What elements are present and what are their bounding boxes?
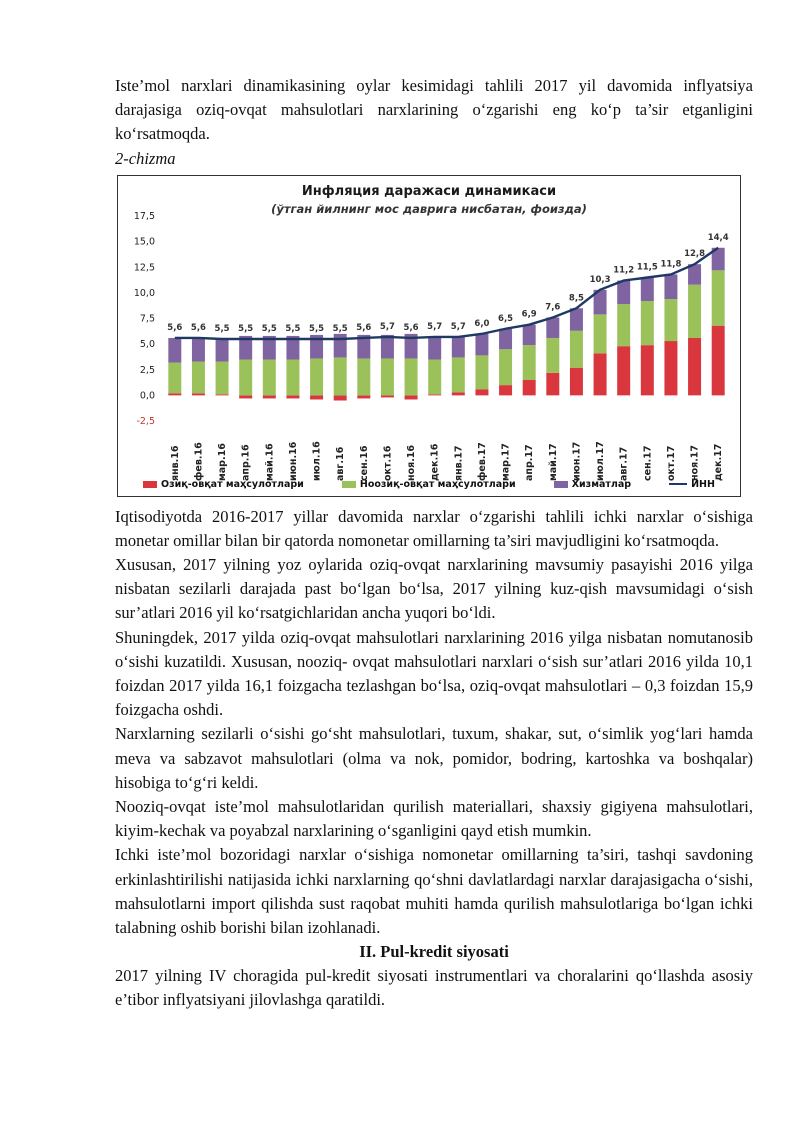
bar-segment bbox=[594, 353, 607, 395]
bar-segment bbox=[688, 284, 701, 337]
bar-segment bbox=[286, 395, 299, 398]
paragraph-1: Iqtisodiyotda 2016-2017 yillar davomida narxlar o‘zgarishi tahlili ichki narxlar o‘sishiga monetar omillar bilan bir qatorda nomonetar omillarning ta’siri mavjudligini ko‘rsatmoqda. bbox=[115, 506, 753, 550]
bar-segment bbox=[192, 393, 205, 395]
legend-item-cpi bbox=[669, 479, 715, 490]
x-tick-label: ноя.17 bbox=[689, 444, 701, 481]
data-label: 11,5 bbox=[636, 262, 658, 273]
paragraph-6: Ichki iste’mol bozoridagi narxlar o‘sishiga nomonetar omillarning ta’siri, tashqi savdoning erkinlashtirilishi natijasida ichki narxlarning qo‘shni davlatlardagi narxlar darajasigacha o‘sishi, mahsulotlarni import qilishda sust raqobat muhiti hamda qurilish mahsulotlariga bo‘lgan ichki talabning oshib borishi bilan izohlanadi. bbox=[115, 845, 753, 938]
data-label: 5,7 bbox=[427, 321, 443, 332]
x-tick-label: сен.16 bbox=[358, 445, 370, 481]
bar-segment bbox=[357, 395, 370, 398]
legend-item-services bbox=[554, 479, 631, 490]
bar-segment bbox=[688, 338, 701, 395]
x-tick-label: фев.17 bbox=[476, 441, 488, 481]
bar-segment bbox=[594, 314, 607, 353]
chart-title: Инфляция даражаси динамикаси bbox=[301, 183, 557, 199]
document-page bbox=[115, 74, 753, 1013]
data-label: 7,6 bbox=[545, 302, 561, 313]
bar-segment bbox=[381, 358, 394, 395]
data-label: 5,5 bbox=[261, 323, 277, 334]
data-label: 6,9 bbox=[521, 309, 537, 320]
data-label: 5,7 bbox=[379, 321, 395, 332]
bar-segment bbox=[546, 372, 559, 395]
bar-segment bbox=[334, 357, 347, 395]
x-tick-label: дек.16 bbox=[429, 443, 441, 481]
bar-segment bbox=[192, 361, 205, 393]
x-tick-label: авг.17 bbox=[618, 446, 630, 481]
y-tick-label: 2,5 bbox=[139, 364, 155, 376]
y-tick-label: 12,5 bbox=[133, 261, 155, 273]
data-label: 11,2 bbox=[613, 265, 635, 276]
bar-segment bbox=[216, 339, 229, 362]
data-label: 5,6 bbox=[190, 322, 206, 333]
data-label: 5,6 bbox=[356, 322, 372, 333]
bar-segment bbox=[452, 337, 465, 358]
bar-segment bbox=[334, 333, 347, 357]
bar-segment bbox=[381, 395, 394, 397]
data-label: 10,3 bbox=[589, 274, 611, 285]
bar-segment bbox=[499, 385, 512, 395]
paragraph-2: Xususan, 2017 yilning yoz oylarida oziq-ovqat narxlarining mavsumiy pasayishi 2016 yilga nisbatan sezilarli darajada past bo‘lgan bo‘lsa, 2017 yilning kuz-qish mavsumidagi o‘sish sur’atlari 2016 yil ko‘rsatgichlaridan ancha yuqori bo‘ldi. bbox=[115, 555, 753, 623]
paragraph-5: Nooziq-ovqat iste’mol mahsulotlaridan qurilish materiallari, shaxsiy gigiyena mahsulotlari, kiyim-kechak va poyabzal narxlarining o‘sganligini qayd etish mumkin. bbox=[115, 797, 753, 841]
data-label: 6,5 bbox=[498, 313, 514, 324]
x-tick-label: мар.16 bbox=[217, 442, 229, 481]
bar-segment bbox=[570, 308, 583, 331]
x-tick-label: июн.16 bbox=[287, 441, 299, 481]
data-label: 8,5 bbox=[568, 292, 584, 303]
bar-segment bbox=[475, 389, 488, 395]
bar-segment bbox=[570, 330, 583, 367]
bar-segment bbox=[405, 395, 418, 399]
bar-segment bbox=[641, 345, 654, 395]
data-label: 5,5 bbox=[332, 323, 348, 334]
y-tick-label: 15,0 bbox=[133, 236, 155, 248]
bar-segment bbox=[405, 358, 418, 395]
bar-segment bbox=[499, 349, 512, 385]
y-tick-label: 10,0 bbox=[133, 287, 155, 299]
bar-segment bbox=[168, 362, 181, 393]
x-tick-label: июн.17 bbox=[571, 441, 583, 481]
x-tick-label: сен.17 bbox=[642, 445, 654, 481]
bar-segment bbox=[570, 367, 583, 395]
data-label: 5,6 bbox=[167, 322, 183, 333]
data-label: 11,8 bbox=[660, 259, 682, 270]
bar-segment bbox=[617, 304, 630, 346]
x-tick-label: мар.17 bbox=[500, 442, 512, 481]
bar-segment bbox=[617, 346, 630, 395]
bar-segment bbox=[216, 394, 229, 395]
bar-segment bbox=[499, 328, 512, 349]
legend-label-food: Озиқ-овқат маҳсулотлари bbox=[161, 478, 304, 490]
bar-segment bbox=[475, 333, 488, 355]
x-tick-label: май.17 bbox=[547, 442, 559, 481]
x-tick-label: июл.16 bbox=[311, 440, 323, 481]
bar-segment bbox=[475, 355, 488, 389]
bar-segment bbox=[216, 361, 229, 394]
bar-segment bbox=[712, 270, 725, 325]
intro-paragraph: Iste’mol narxlari dinamikasining oylar kesimidagi tahlili 2017 yil davomida inflyatsiya darajasiga oziq-ovqat mahsulotlari narxlarining o‘zgarishi eng ko‘p ta’sir etganligini ko‘rsatmoqda. bbox=[115, 76, 753, 144]
legend-label-nonfood: Ноозиқ-овқат маҳсулотлари bbox=[359, 478, 516, 490]
bar-segment bbox=[310, 395, 323, 399]
paragraph-3: Shuningdek, 2017 yilda oziq-ovqat mahsulotlari narxlarining 2016 yilga nisbatan nomutanosib o‘sishi kuzatildi. Xususan, nooziq- ovqat mahsulotlari narxlari o‘sish sur’atlari 2016 yilda 10,1 foizdan 2017 yilda 16,1 foizgacha tezlashgan bo‘lsa, oziq-ovqat mahsulotlari – 0,3 foizdan 15,9 foizgacha oshdi. bbox=[115, 627, 753, 720]
figure-caption: 2-chizma bbox=[115, 148, 176, 168]
bar-segment bbox=[712, 325, 725, 395]
x-tick-label: авг.16 bbox=[335, 446, 347, 481]
inflation-chart bbox=[117, 175, 741, 497]
chart-subtitle: (ўтган йилнинг мос даврига нисбатан, фоизда) bbox=[271, 201, 587, 216]
bar-segment bbox=[310, 358, 323, 395]
bar-segment bbox=[546, 317, 559, 338]
bar-segment bbox=[428, 394, 441, 395]
bar-segment bbox=[641, 277, 654, 301]
bar-segment bbox=[523, 324, 536, 345]
data-label: 5,5 bbox=[309, 323, 325, 334]
x-tick-label: окт.16 bbox=[382, 445, 394, 481]
x-tick-label: ноя.16 bbox=[406, 444, 418, 481]
y-tick-label: 5,0 bbox=[139, 338, 155, 350]
bar-segment bbox=[452, 392, 465, 395]
bar-segment bbox=[664, 299, 677, 341]
chart-legend bbox=[124, 479, 734, 490]
bar-segment bbox=[286, 359, 299, 395]
bar-segment bbox=[239, 395, 252, 398]
x-tick-label: янв.16 bbox=[169, 445, 181, 481]
data-label: 6,0 bbox=[474, 318, 490, 329]
data-label: 5,5 bbox=[238, 323, 254, 334]
data-label: 5,7 bbox=[450, 321, 466, 332]
bar-segment bbox=[523, 380, 536, 395]
paragraph-4: Narxlarning sezilarli o‘sishi go‘sht mahsulotlari, tuxum, shakar, sut, o‘simlik yog‘lari hamda meva va sabzavot mahsulotlari (olma va nok, pomidor, bodring, kartoshka va boshqalar) hisobiga to‘g‘ri keldi. bbox=[115, 724, 753, 792]
chart-plot bbox=[118, 176, 740, 496]
x-tick-label: фев.16 bbox=[193, 441, 205, 481]
data-label: 5,5 bbox=[285, 323, 301, 334]
legend-label-cpi: ИНН bbox=[691, 478, 715, 490]
x-tick-label: дек.17 bbox=[713, 443, 725, 481]
x-tick-label: май.16 bbox=[264, 442, 276, 481]
bar-segment bbox=[664, 341, 677, 395]
legend-item-food bbox=[143, 479, 304, 490]
y-tick-label: 17,5 bbox=[133, 210, 155, 222]
bar-segment bbox=[168, 338, 181, 363]
bar-segment bbox=[239, 359, 252, 395]
legend-swatch-services bbox=[554, 481, 568, 488]
y-tick-label: -2,5 bbox=[136, 415, 155, 427]
legend-item-nonfood bbox=[342, 479, 516, 490]
bar-segment bbox=[641, 301, 654, 345]
bar-segment bbox=[334, 395, 347, 400]
legend-swatch-food bbox=[143, 481, 157, 488]
bar-segment bbox=[523, 345, 536, 380]
bar-segment bbox=[664, 274, 677, 299]
bar-segment bbox=[452, 357, 465, 392]
bar-segment bbox=[168, 393, 181, 395]
data-label: 5,6 bbox=[403, 322, 419, 333]
bar-segment bbox=[546, 338, 559, 373]
bar-segment bbox=[428, 359, 441, 394]
bar-segment bbox=[617, 280, 630, 304]
bar-segment bbox=[263, 359, 276, 395]
data-label: 12,8 bbox=[684, 248, 706, 259]
closing-paragraph: 2017 yilning IV choragida pul-kredit siyosati instrumentlari va choralarini qo‘llashda asosiy e’tibor inflyatsiyani jilovlashga qaratildi. bbox=[115, 966, 753, 1010]
bar-segment bbox=[192, 338, 205, 362]
y-tick-label: 0,0 bbox=[139, 389, 155, 401]
section-heading: II. Pul-kredit siyosati bbox=[359, 942, 509, 962]
data-label: 14,4 bbox=[707, 232, 729, 243]
legend-label-services: Хизматлар bbox=[571, 478, 632, 490]
legend-swatch-cpi bbox=[669, 483, 687, 485]
x-tick-label: июл.17 bbox=[595, 440, 607, 481]
y-tick-label: 7,5 bbox=[139, 313, 155, 325]
data-label: 5,5 bbox=[214, 323, 230, 334]
legend-swatch-nonfood bbox=[342, 481, 356, 488]
x-tick-label: апр.16 bbox=[240, 444, 252, 481]
bar-segment bbox=[263, 395, 276, 398]
bar-segment bbox=[357, 358, 370, 395]
x-tick-label: окт.17 bbox=[665, 445, 677, 481]
x-tick-label: апр.17 bbox=[524, 444, 536, 481]
x-tick-label: янв.17 bbox=[453, 445, 465, 481]
cpi-line bbox=[175, 247, 718, 338]
bar-segment bbox=[428, 337, 441, 360]
bar-segment bbox=[381, 335, 394, 359]
